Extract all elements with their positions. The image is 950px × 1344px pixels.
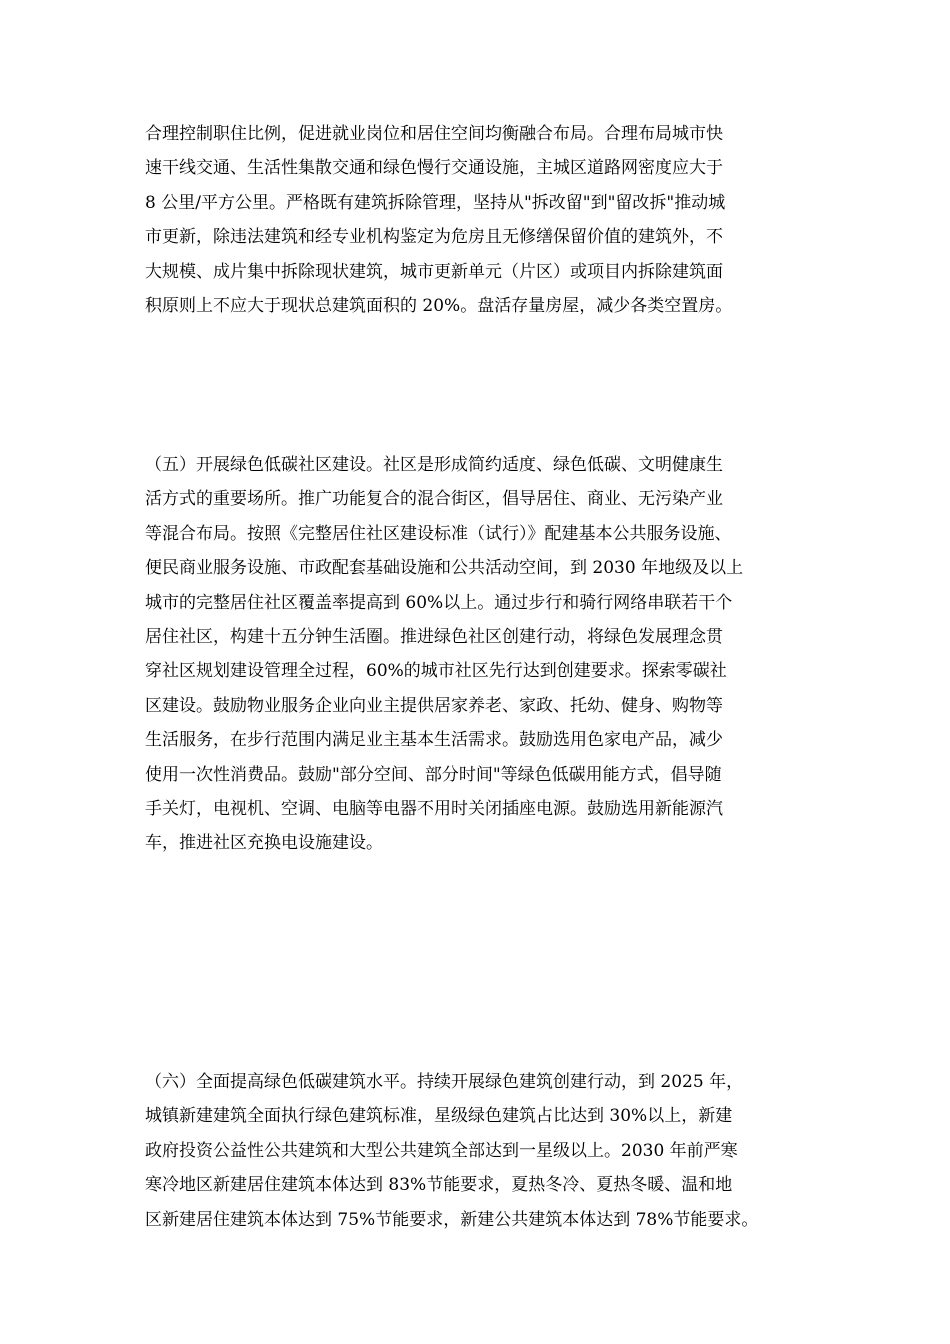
text-line: 使用一次性消费品。鼓励"部分空间、部分时间"等绿色低碳用能方式，倡导随 [145,764,722,785]
text-line: 居住社区，构建十五分钟生活圈。推进绿色社区创建行动，将绿色发展理念贯 [145,627,723,648]
text-line: 8 公里/平方公里。严格既有建筑拆除管理，坚持从"拆改留"到"留改拆"推动城 [145,192,726,213]
text-line: 车，推进社区充换电设施建设。 [145,833,383,854]
paragraph-green-community [145,448,825,861]
text-line: 穿社区规划建设管理全过程，60%的城市社区先行达到创建要求。探索零碳社 [145,661,727,682]
text-line: （六）全面提高绿色低碳建筑水平。持续开展绿色建筑创建行动，到 2025 年， [145,1072,744,1092]
text-line: 城镇新建建筑全面执行绿色建筑标准，星级绿色建筑占比达到 30%以上，新建 [145,1106,733,1127]
text-line: 速干线交通、生活性集散交通和绿色慢行交通设施，主城区道路网密度应大于 [145,158,723,179]
text-line: 积原则上不应大于现状总建筑面积的 20%。盘活存量房屋，减少各类空置房。 [145,296,733,317]
text-line: 合理控制职住比例，促进就业岗位和居住空间均衡融合布局。合理布局城市快 [145,124,723,144]
text-line: 生活服务，在步行范围内满足业主基本生活需求。鼓励选用色家电产品，减少 [145,730,723,751]
text-line: 活方式的重要场所。推广功能复合的混合街区，倡导居住、商业、无污染产业 [145,489,723,510]
paragraph-urban-renewal [145,117,825,323]
text-line: 手关灯，电视机、空调、电脑等电器不用时关闭插座电源。鼓励选用新能源汽 [145,799,723,820]
text-line: 便民商业服务设施、市政配套基础设施和公共活动空间，到 2030 年地级及以上 [145,558,744,579]
text-line: 大规模、成片集中拆除现状建筑，城市更新单元（片区）或项目内拆除建筑面 [145,261,723,282]
text-line: （五）开展绿色低碳社区建设。社区是形成简约适度、绿色低碳、文明健康生 [145,455,723,475]
paragraph-green-buildings [145,1065,825,1237]
text-line: 区新建居住建筑本体达到 75%节能要求，新建公共建筑本体达到 78%节能要求。 [145,1209,759,1230]
text-line: 区建设。鼓励物业服务企业向业主提供居家养老、家政、托幼、健身、购物等 [145,695,723,716]
text-line: 寒冷地区新建居住建筑本体达到 83%节能要求，夏热冬冷、夏热冬暖、温和地 [145,1175,733,1196]
text-line: 等混合布局。按照《完整居住社区建设标准（试行）》配建基本公共服务设施、 [145,523,732,544]
text-line: 城市的完整居住社区覆盖率提高到 60%以上。通过步行和骑行网络串联若干个 [145,592,733,613]
text-line: 政府投资公益性公共建筑和大型公共建筑全部达到一星级以上。2030 年前严寒 [145,1140,738,1161]
text-line: 市更新，除违法建筑和经专业机构鉴定为危房且无修缮保留价值的建筑外，不 [145,227,723,248]
